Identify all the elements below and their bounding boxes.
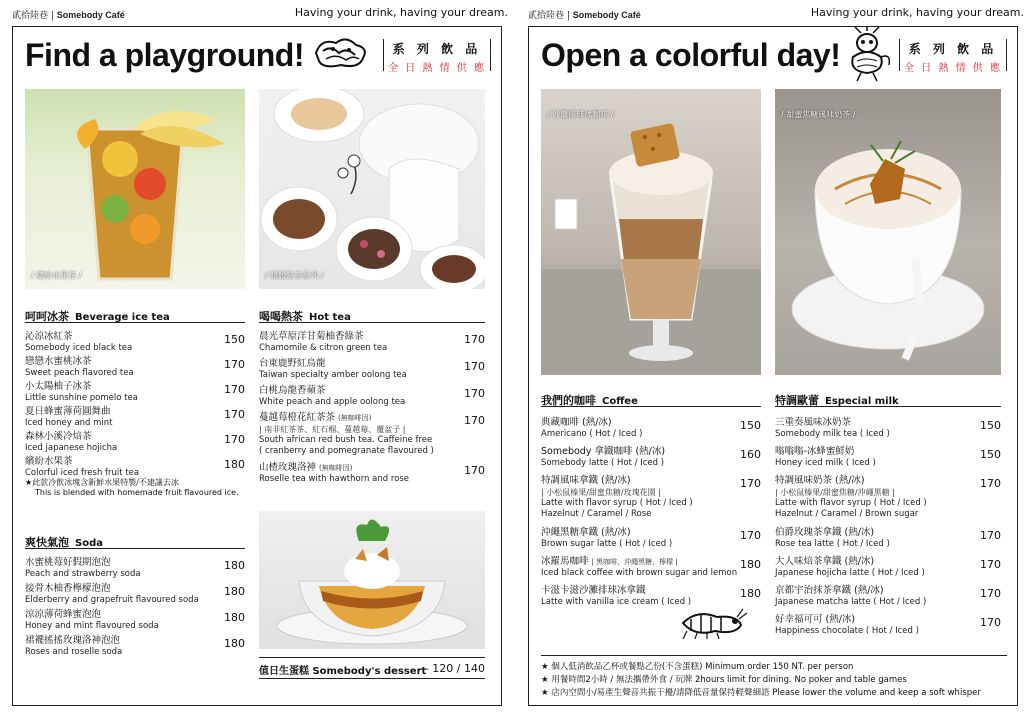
item-price: 180 xyxy=(224,559,245,572)
menu-item: 水蜜桃莓好假期泡泡 Peach and strawberry soda 180 xyxy=(25,557,245,579)
series-label: 系 列 飲 品 全 日 熱 情 供 應 xyxy=(383,39,491,71)
soda-list xyxy=(25,557,245,661)
item-price: 170 xyxy=(980,529,1001,542)
item-price: 180 xyxy=(224,611,245,624)
menu-item: 典藏咖啡 (熱/冰) Americano ( Hot / Iced ) 150 xyxy=(541,417,761,439)
brand-logo: 貳拾陸巷 | Somebody Café xyxy=(528,10,641,21)
menu-item: 夏日蜂蜜薄荷圓舞曲 Iced honey and mint 170 xyxy=(25,406,245,428)
menu-item: 戀戀水蜜桃冰茶 Sweet peach flavored tea 170 xyxy=(25,356,245,378)
item-price: 170 xyxy=(980,616,1001,629)
item-price: 170 xyxy=(740,477,761,490)
scribble-bug-icon xyxy=(677,605,747,639)
scribble-bird-icon xyxy=(841,27,893,83)
menu-item: 沁涼冰紅茶 Somebody iced black tea 150 xyxy=(25,331,245,353)
item-price: 170 xyxy=(464,387,485,400)
menu-item: 冰羅馬咖啡 | 黑咖啡，沖繩黑糖，檸檬 | Iced black coffee with brown sugar and lemon 180 xyxy=(541,556,761,578)
item-price: 170 xyxy=(224,408,245,421)
menu-item: 特調風味拿鐵 (熱/冰) | 小松鼠榛果/甜蜜焦糖/玫瑰花園 | Latte with flavor syrup ( Hot / Iced ) Hazelnut / Caramel / Rose 170 xyxy=(541,475,761,519)
menu-item: 大人味焙茶拿鐵 (熱/冰) Japanese hojicha latte ( Hot / Iced ) 170 xyxy=(775,556,1001,578)
iced-tea-list xyxy=(25,331,245,498)
iced-coffee-illustration xyxy=(541,89,761,375)
section-milk-header: 特調歐蕾 Especial milk xyxy=(775,387,1001,407)
menu-item: 京都宇治抹茶拿鐵 (熱/冰) Japanese matcha latte ( Hot / Iced ) 170 xyxy=(775,585,1001,607)
item-price: 180 xyxy=(224,637,245,650)
tagline: Having your drink, having your dream. xyxy=(810,6,1024,19)
menu-item: 伯爵玫瑰茶拿鐵 (熱/冰) Rose tea latte ( Hot / Iced ) 170 xyxy=(775,527,1001,549)
footer-notes xyxy=(541,655,1007,700)
menu-item: 涼涼薄荷蜂蜜泡泡 Honey and mint flavoured soda 180 xyxy=(25,609,245,631)
menu-item: 嗡嗡嗡-冰蜂蜜鮮奶 Honey iced milk ( Iced ) 150 xyxy=(775,446,1001,468)
pudding-illustration xyxy=(259,511,485,649)
coffee-list xyxy=(541,417,761,614)
menu-item: 接骨木柚香檸檬泡泡 Elderberry and grapefruit flavoured soda 180 xyxy=(25,583,245,605)
menu-item: 蔓越莓橙花紅茶茶 (無咖啡因) | 南非紅茶茶、紅石榴、蔓越莓、覆盆子 | South african red bush tea. Caffeine free ( cranberry and pomegranate flavoured ) 170 xyxy=(259,412,485,456)
item-price: 170 xyxy=(224,383,245,396)
menu-item: 繽紛水果茶 Colorful iced fresh fruit tea 180 xyxy=(25,456,245,478)
photo-caramel-milk-tea xyxy=(775,89,1001,375)
top-bar xyxy=(528,6,1024,22)
footer-note: ★ 用餐時間2小時 / 無法攜帶外食 / 玩牌 2hours limit for dining. No poker and table games xyxy=(541,675,907,685)
photo-caption: / 甜蜜焦糖風味奶茶 / xyxy=(781,110,856,119)
item-price: 170 xyxy=(980,587,1001,600)
photo-hot-tea xyxy=(259,89,485,289)
photo-fruit-tea xyxy=(25,89,245,289)
item-price: 180 xyxy=(740,558,761,571)
iced-tea-note-en: This is blended with homemade fruit flavoured ice. xyxy=(35,488,239,497)
section-hot-tea-header: 喝喝熱茶 Hot tea xyxy=(259,303,485,323)
menu-item: 小太陽柚子冰茶 Little sunshine pomelo tea 170 xyxy=(25,381,245,403)
page-headline: Open a colorful day! xyxy=(541,37,841,73)
photo-dessert xyxy=(259,511,485,649)
top-bar xyxy=(12,6,508,22)
menu-item: 山楂玫瑰洛神 (無咖啡因) Roselle tea with hawthorn and rose 170 xyxy=(259,462,485,484)
footer-note: ★ 店內空間小/易產生聲音共振干擾/請降低音量保持輕聲細語 Please lower the volume and keep a soft whisper xyxy=(541,688,981,698)
section-coffee-header: 我們的咖啡 Coffee xyxy=(541,387,761,407)
item-price: 150 xyxy=(224,333,245,346)
menu-item: 沖繩黑糖拿鐵 (熱/冰) Brown sugar latte ( Hot / Iced ) 170 xyxy=(541,527,761,549)
menu-item: 三重奏風味冰奶茶 Somebody milk tea ( Iced ) 150 xyxy=(775,417,1001,439)
menu-item: 白桃烏龍香蘋茶 White peach and apple oolong tea 170 xyxy=(259,385,485,407)
menu-frame xyxy=(528,26,1018,706)
hot-tea-illustration xyxy=(259,89,485,289)
milk-list xyxy=(775,417,1001,643)
menu-item: 晨光草原洋甘菊柚香綠茶 Chamomile & citron green tea 170 xyxy=(259,331,485,353)
menu-item: 特調風味奶茶 (熱/冰) | 小松鼠榛果/甜蜜焦糖/沖繩黑糖 | Latte with flavor syrup ( Hot / Iced ) Hazelnut / Caramel / Brown sugar 170 xyxy=(775,475,1001,519)
iced-tea-note: ★此款冷飲冰塊含新鮮水果特製/不建議去冰 xyxy=(25,478,179,487)
photo-caption: / 沙灘排球冰咖啡 / xyxy=(547,110,614,119)
item-price: 180 xyxy=(224,458,245,471)
item-price: 170 xyxy=(464,360,485,373)
item-price: 170 xyxy=(464,464,485,477)
item-price: 170 xyxy=(224,358,245,371)
item-price: 170 xyxy=(224,433,245,446)
menu-frame xyxy=(12,26,502,706)
menu-item: 森林小溪冷焙茶 Iced japanese hojicha 170 xyxy=(25,431,245,453)
brand-logo: 貳拾陸巷 | Somebody Café xyxy=(12,10,125,21)
series-label: 系 列 飲 品 全 日 熱 情 供 應 xyxy=(899,39,1007,71)
milk-tea-illustration xyxy=(775,89,1001,375)
item-price: 150 xyxy=(980,448,1001,461)
footer-note: ★ 個人低消飲品乙杯或餐點乙份(不含蛋糕) Minimum order 150 NT. per person xyxy=(541,662,854,672)
hot-tea-list xyxy=(259,331,485,487)
item-price: 150 xyxy=(740,419,761,432)
photo-caption: / 暖暖熱茶系列 / xyxy=(265,271,324,280)
page-headline: Find a playground! xyxy=(25,37,304,73)
menu-page-left xyxy=(8,0,512,723)
fruit-tea-illustration xyxy=(25,89,245,289)
section-iced-tea-header: 呵呵冰茶 Beverage ice tea xyxy=(25,303,245,323)
item-price: 170 xyxy=(980,558,1001,571)
menu-item: 好幸福可可 (熱/冰) Happiness chocolate ( Hot / Iced ) 170 xyxy=(775,614,1001,636)
item-price: 170 xyxy=(464,414,485,427)
dessert-price: — 120 / 140 xyxy=(417,662,485,675)
menu-item: 卡滋卡滋沙灘排球冰拿鐵 Latte with vanilla ice cream ( Iced ) 180 xyxy=(541,585,761,607)
dessert-row: 值日生蛋糕 Somebody's dessert — 120 / 140 xyxy=(259,657,485,679)
item-price: 170 xyxy=(980,477,1001,490)
item-price: 170 xyxy=(464,333,485,346)
item-price: 180 xyxy=(740,587,761,600)
photo-iced-coffee xyxy=(541,89,761,375)
tagline: Having your drink, having your dream. xyxy=(294,6,508,19)
item-price: 180 xyxy=(224,585,245,598)
menu-item: 台東鹿野紅烏龍 Taiwan specialty amber oolong tea 170 xyxy=(259,358,485,380)
menu-item: 裙襬搖搖玫瑰洛神泡泡 Roses and roselle soda 180 xyxy=(25,635,245,657)
section-soda-header: 爽快氣泡 Soda xyxy=(25,529,245,549)
item-price: 150 xyxy=(980,419,1001,432)
menu-page-right xyxy=(524,0,1024,723)
item-price: 160 xyxy=(740,448,761,461)
menu-item: Somebody 拿鐵咖啡 (熱/冰) Somebody latte ( Hot / Iced ) 160 xyxy=(541,446,761,468)
scribble-creature-icon xyxy=(311,33,371,73)
item-price: 170 xyxy=(740,529,761,542)
photo-caption: / 繽紛水果茶 / xyxy=(31,271,82,280)
